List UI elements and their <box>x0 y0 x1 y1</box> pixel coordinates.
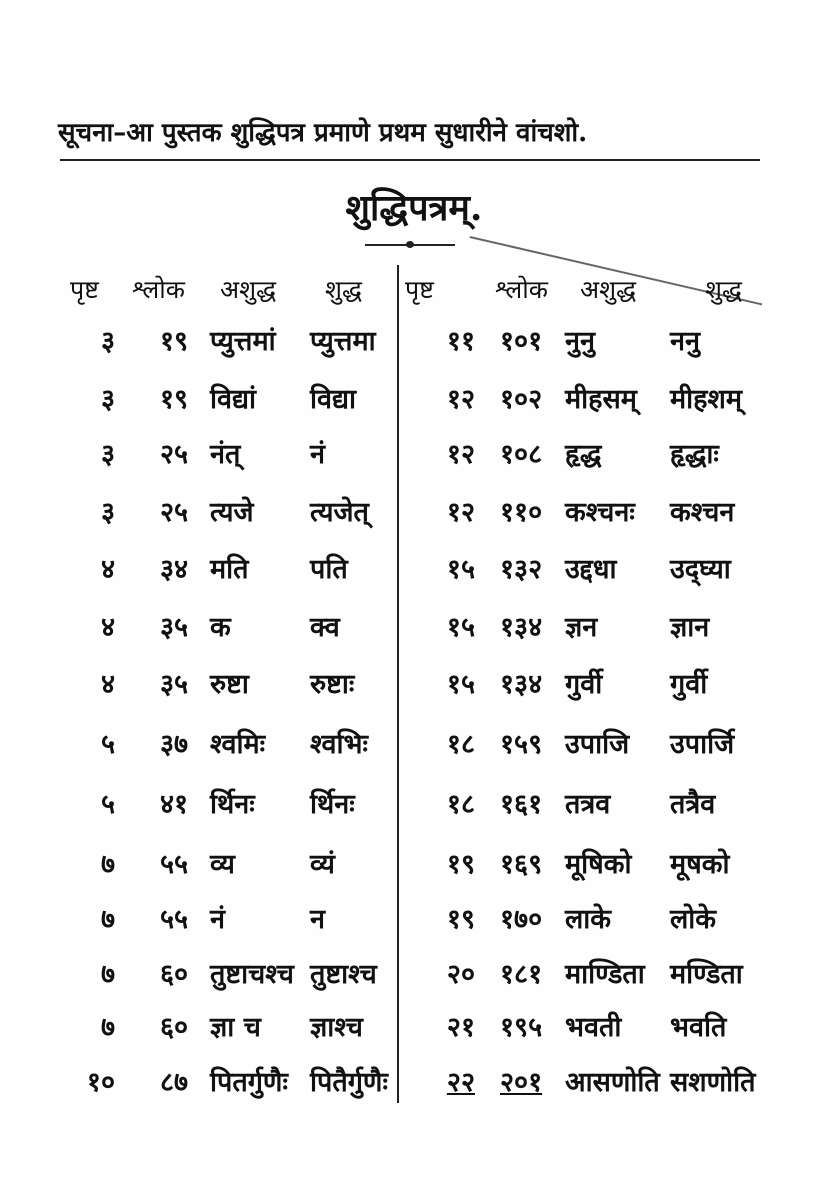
cell-right: प्युत्तमा <box>310 326 376 357</box>
cell-verse: ६० <box>160 1012 189 1043</box>
cell-verse: १०२ <box>500 384 543 415</box>
cell-page: १९ <box>446 904 475 935</box>
cell-verse: १०१ <box>500 326 543 357</box>
column-divider <box>397 265 399 1103</box>
cell-page: ५ <box>100 789 115 820</box>
cell-wrong: ज्ञन <box>565 612 598 643</box>
cell-right: तत्रैव <box>670 789 716 820</box>
cell-wrong: रुष्टा <box>210 669 249 700</box>
cell-page: १५ <box>446 554 475 585</box>
cell-page: ७ <box>100 959 115 990</box>
cell-page: ३ <box>100 326 115 357</box>
cell-page: ३ <box>100 439 115 470</box>
header-page: पृष्ट <box>70 275 99 304</box>
cell-verse: ५५ <box>160 904 189 935</box>
cell-right: मीहशम् <box>670 384 742 415</box>
cell-wrong: तुष्टाचश्च <box>210 959 294 990</box>
cell-verse: ३५ <box>160 669 189 700</box>
cell-wrong: हृद्ध <box>565 439 602 470</box>
cell-verse: ५५ <box>160 849 189 880</box>
cell-wrong: भवती <box>565 1012 622 1043</box>
cell-wrong: ज्ञा च <box>210 1012 261 1043</box>
cell-verse: १३४ <box>500 612 543 643</box>
cell-verse: १८१ <box>500 959 543 990</box>
cell-page: ७ <box>100 849 115 880</box>
cell-verse: १३४ <box>500 669 543 700</box>
cell-page: १९ <box>446 849 475 880</box>
cell-verse: १६९ <box>500 849 543 880</box>
cell-wrong: मति <box>210 554 249 585</box>
cell-right: उद्घ्या <box>670 554 731 585</box>
cell-verse: ४१ <box>160 789 189 820</box>
cell-right: नं <box>310 439 325 470</box>
cell-page: ११ <box>446 326 475 357</box>
cell-wrong: उपाजि <box>565 729 630 760</box>
cell-verse: २५ <box>160 439 189 470</box>
cell-verse: २५ <box>160 497 189 528</box>
cell-verse: ३७ <box>160 729 189 760</box>
cell-right: रुष्टाः <box>310 669 355 700</box>
cell-page: ४ <box>100 612 115 643</box>
cell-wrong: नं <box>210 904 225 935</box>
notice-underline <box>60 159 760 161</box>
cell-page: ७ <box>100 904 115 935</box>
cell-wrong: प्युत्तमां <box>210 326 276 357</box>
cell-right: मूषको <box>670 849 730 880</box>
cell-wrong: लाके <box>565 904 612 935</box>
cell-verse: ११० <box>500 497 543 528</box>
cell-right: र्थिनः <box>310 789 355 820</box>
page-title: शुद्धिपत्रम्. <box>345 187 483 229</box>
cell-right: पितैर्गुणैः <box>310 1067 388 1098</box>
cell-right: ज्ञान <box>670 612 710 643</box>
cell-wrong: तत्रव <box>565 789 611 820</box>
cell-page: १० <box>86 1067 115 1098</box>
header-right: शुद्ध <box>325 275 362 304</box>
cell-page: २० <box>446 959 475 990</box>
notice-line: सूचना–आ पुस्तक शुद्धिपत्र प्रमाणे प्रथम सुधारीने वांचशो. <box>58 118 588 148</box>
cell-right: कश्चन <box>670 497 735 528</box>
header-wrong: अशुद्ध <box>580 275 637 304</box>
cell-wrong: पितर्गुणैः <box>210 1067 288 1098</box>
cell-page: ३ <box>100 497 115 528</box>
cell-verse: ३५ <box>160 612 189 643</box>
cell-right: तुष्टाश्च <box>310 959 377 990</box>
cell-page: १८ <box>446 729 475 760</box>
cell-page: १८ <box>446 789 475 820</box>
cell-right: मण्डिता <box>670 959 743 990</box>
cell-right: न <box>310 904 325 935</box>
cell-right: ज्ञाश्च <box>310 1012 363 1043</box>
cell-right: गुर्वी <box>670 669 708 700</box>
cell-right: भवति <box>670 1012 727 1043</box>
cell-verse: ६० <box>160 959 189 990</box>
header-verse: श्लोक <box>495 275 548 304</box>
cell-right: व्यं <box>310 849 335 880</box>
header-right: शुद्ध <box>705 275 742 304</box>
cell-verse: १९ <box>160 384 189 415</box>
cell-page: ४ <box>100 554 115 585</box>
cell-verse: १६१ <box>500 789 543 820</box>
cell-page: १२ <box>446 384 475 415</box>
title-ornament-dot <box>406 241 414 248</box>
cell-right: पति <box>310 554 348 585</box>
cell-verse: १७० <box>500 904 543 935</box>
cell-page: १५ <box>446 612 475 643</box>
cell-verse: १३२ <box>500 554 543 585</box>
cell-wrong: र्थिनः <box>210 789 255 820</box>
cell-wrong: मीहसम् <box>565 384 637 415</box>
header-verse: श्लोक <box>132 275 185 304</box>
cell-wrong: विद्यां <box>210 384 257 415</box>
cell-wrong: श्वमिः <box>210 729 266 760</box>
cell-wrong: क <box>210 612 231 643</box>
cell-page: २२ <box>446 1067 475 1098</box>
cell-wrong: कश्चनः <box>565 497 635 528</box>
cell-verse: १९५ <box>500 1012 543 1043</box>
cell-right: क्व <box>310 612 340 643</box>
cell-page: ४ <box>100 669 115 700</box>
cell-verse: १९ <box>160 326 189 357</box>
cell-verse: ३४ <box>160 554 189 585</box>
cell-verse: १५९ <box>500 729 543 760</box>
header-page: पृष्ट <box>405 275 434 304</box>
cell-page: १२ <box>446 439 475 470</box>
cell-right: श्वभिः <box>310 729 368 760</box>
cell-right: विद्या <box>310 384 357 415</box>
cell-wrong: गुर्वी <box>565 669 603 700</box>
cell-page: १२ <box>446 497 475 528</box>
cell-right: हृद्धाः <box>670 439 719 470</box>
cell-page: १५ <box>446 669 475 700</box>
cell-wrong: उद्दधा <box>565 554 617 585</box>
cell-wrong: व्य <box>210 849 235 880</box>
cell-right: उपार्जि <box>670 729 735 760</box>
cell-page: ७ <box>100 1012 115 1043</box>
cell-wrong: माण्डिता <box>565 959 645 990</box>
cell-page: ५ <box>100 729 115 760</box>
cell-verse: ८७ <box>160 1067 189 1098</box>
cell-wrong: आसणोति <box>565 1067 660 1098</box>
cell-verse: २०१ <box>500 1067 543 1098</box>
cell-right: त्यजेत् <box>310 497 369 528</box>
cell-right: लोके <box>670 904 717 935</box>
cell-wrong: मूषिको <box>565 849 632 880</box>
cell-wrong: त्यजे <box>210 497 254 528</box>
header-wrong: अशुद्ध <box>220 275 277 304</box>
cell-verse: १०८ <box>500 439 543 470</box>
cell-right: सशणोति <box>670 1067 756 1098</box>
cell-page: २१ <box>446 1012 475 1043</box>
cell-right: ननु <box>670 326 700 357</box>
cell-wrong: नुनु <box>565 326 595 357</box>
cell-page: ३ <box>100 384 115 415</box>
cell-wrong: नंत् <box>210 439 241 470</box>
